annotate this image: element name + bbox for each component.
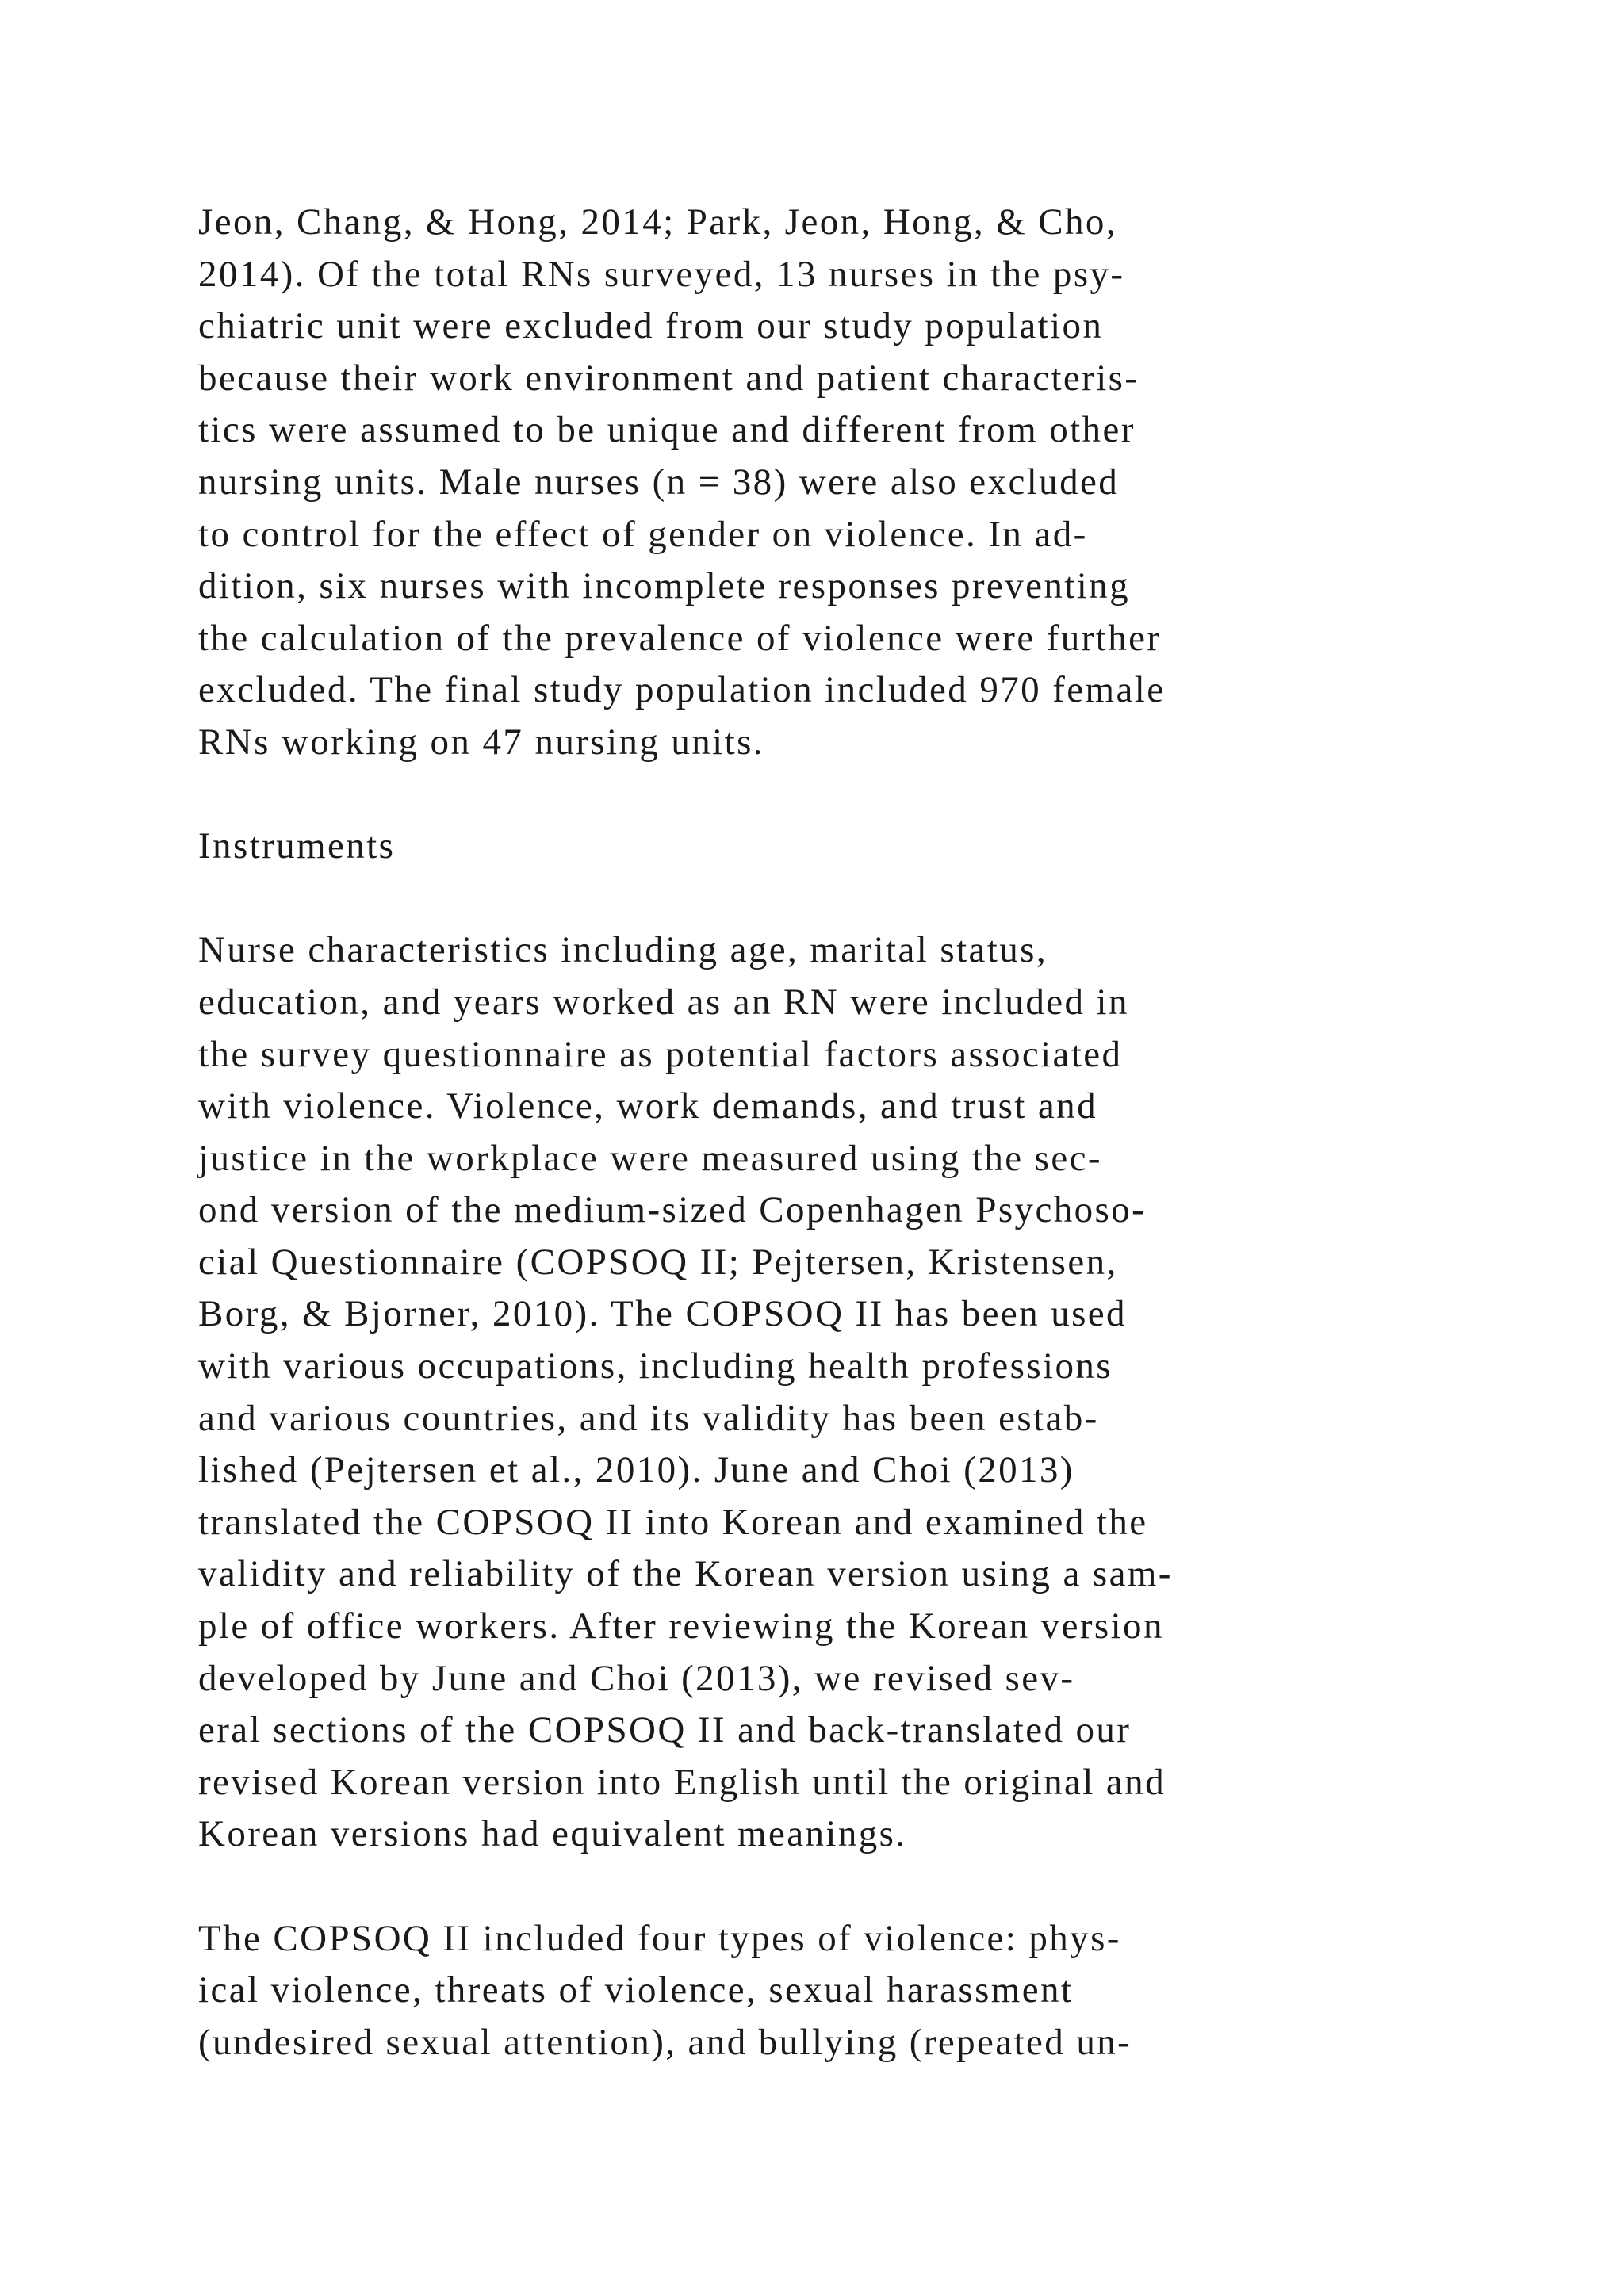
text-line: ple of office workers. After reviewing the Korean version (198, 1605, 1164, 1647)
text-line: developed by June and Choi (2013), we revised sev- (198, 1657, 1075, 1699)
text-line: and various countries, and its validity has been estab- (198, 1397, 1099, 1439)
text-line: Borg, & Bjorner, 2010). The COPSOQ II has been used (198, 1293, 1127, 1335)
text-line: dition, six nurses with incomplete responses preventing (198, 565, 1130, 607)
text-line: lished (Pejtersen et al., 2010). June and Choi (2013) (198, 1449, 1074, 1491)
text-line: 2014). Of the total RNs surveyed, 13 nurses in the psy- (198, 253, 1125, 295)
text-line: justice in the workplace were measured using the sec- (198, 1137, 1102, 1179)
text-line: the survey questionnaire as potential factors associated (198, 1033, 1123, 1075)
text-line: Korean versions had equivalent meanings. (198, 1813, 907, 1855)
text-line: (undesired sexual attention), and bullying (repeated un- (198, 2021, 1132, 2063)
text-line: excluded. The final study population included 970 female (198, 669, 1166, 711)
text-line: ical violence, threats of violence, sexual harassment (198, 1969, 1074, 2011)
text-line: ond version of the medium-sized Copenhagen Psychoso- (198, 1189, 1147, 1231)
text-line: with various occupations, including health professions (198, 1345, 1113, 1387)
section-heading-instruments: Instruments (198, 825, 396, 867)
text-line: with violence. Violence, work demands, and trust and (198, 1085, 1097, 1127)
text-line: education, and years worked as an RN were included in (198, 981, 1129, 1023)
paragraph-study-population (198, 197, 1546, 769)
paragraph-spacer (198, 873, 1546, 925)
document-body (198, 197, 1546, 2068)
text-line: RNs working on 47 nursing units. (198, 721, 764, 763)
text-line: Nurse characteristics including age, marital status, (198, 929, 1048, 971)
paragraph-spacer (198, 769, 1546, 821)
paragraph-violence-types (198, 1913, 1546, 2069)
paragraph-instruments (198, 924, 1546, 1861)
text-line: to control for the effect of gender on violence. In ad- (198, 513, 1088, 555)
text-line: cial Questionnaire (COPSOQ II; Pejtersen, Kristensen, (198, 1241, 1118, 1283)
paragraph-spacer (198, 1861, 1546, 1913)
text-line: chiatric unit were excluded from our study population (198, 305, 1104, 347)
text-line: eral sections of the COPSOQ II and back-translated our (198, 1709, 1132, 1751)
text-line: Jeon, Chang, & Hong, 2014; Park, Jeon, Hong, & Cho, (198, 201, 1117, 243)
text-line: nursing units. Male nurses (n = 38) were also excluded (198, 461, 1120, 503)
text-line: validity and reliability of the Korean version using a sam- (198, 1553, 1173, 1595)
text-line: tics were assumed to be unique and different from other (198, 409, 1136, 451)
text-line: translated the COPSOQ II into Korean and examined the (198, 1501, 1148, 1543)
text-line: The COPSOQ II included four types of violence: phys- (198, 1917, 1121, 1959)
text-line: the calculation of the prevalence of violence were further (198, 617, 1162, 659)
text-line: revised Korean version into English until the original and (198, 1761, 1166, 1803)
text-line: because their work environment and patient characteris- (198, 357, 1139, 399)
